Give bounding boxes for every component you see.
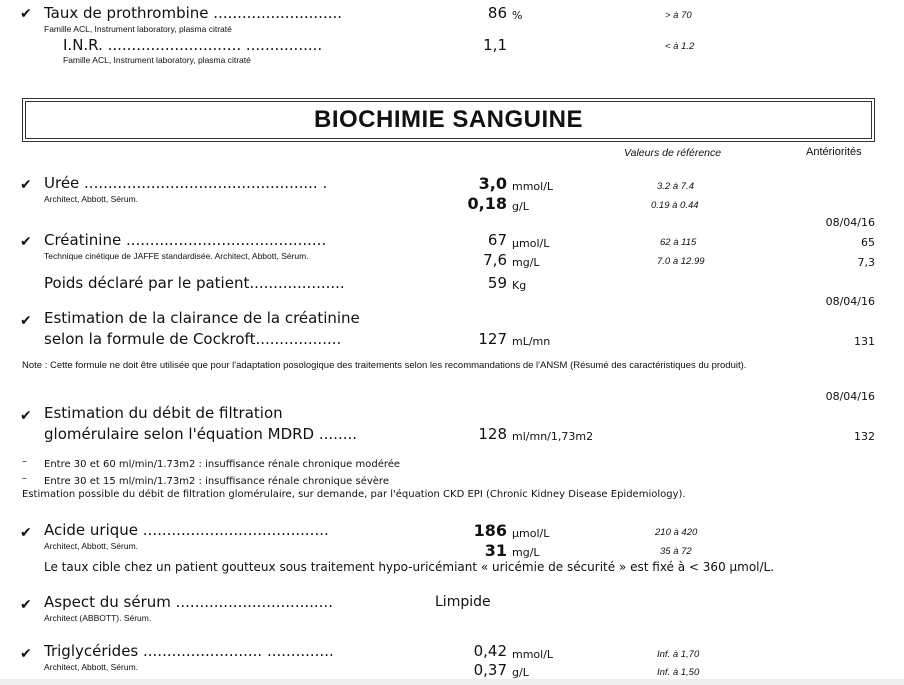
dash: – xyxy=(22,456,27,467)
clairance-ant: 131 xyxy=(854,335,875,348)
aspect-value: Limpide xyxy=(435,594,491,610)
creatinine-unit-umol: µmol/L xyxy=(512,237,550,250)
prothrombine-unit: % xyxy=(512,9,523,22)
check-mark: ✔ xyxy=(20,234,32,250)
poids-value: 59 xyxy=(487,274,507,292)
triglycerides-method: Architect, Abbott, Sérum. xyxy=(44,662,139,672)
mdrd-label-line2: glomérulaire selon l'équation MDRD ........ xyxy=(44,425,358,443)
inr-ref: < à 1.2 xyxy=(665,41,695,52)
clairance-label-line1: Estimation de la clairance de la créatinine xyxy=(44,309,360,327)
check-mark: ✔ xyxy=(20,177,32,193)
cockroft-note: Note : Cette formule ne doit être utilisée que pour l'adaptation posologique des traitements selon les recommandations de l'ANSM (Résumé des caractéristiques du produit). xyxy=(22,360,747,371)
triglycerides-unit-gl: g/L xyxy=(512,666,529,679)
prothrombine-ref: > à 70 xyxy=(665,10,692,21)
creatinine-value-mgl: 7,6 xyxy=(483,251,507,269)
uree-ref-mmol: 3.2 à 7.4 xyxy=(657,181,694,192)
section-title: BIOCHIMIE SANGUINE xyxy=(25,101,872,139)
check-mark: ✔ xyxy=(20,6,32,22)
clairance-unit: mL/mn xyxy=(512,335,551,348)
triglycerides-ref-mmol: Inf. à 1,70 xyxy=(657,649,700,660)
mdrd-value: 128 xyxy=(478,425,507,443)
acide-urique-unit-mgl: mg/L xyxy=(512,546,540,559)
check-mark: ✔ xyxy=(20,313,32,329)
check-mark: ✔ xyxy=(20,646,32,662)
uree-unit-mmol: mmol/L xyxy=(512,180,554,193)
creatinine-label: Créatinine .......................................... xyxy=(44,231,327,249)
prothrombine-method: Famille ACL, Instrument laboratory, plasma citraté xyxy=(44,24,232,34)
dash: – xyxy=(22,473,27,484)
creatinine-ref-umol: 62 à 115 xyxy=(660,237,697,248)
inr-value: 1,1 xyxy=(483,36,507,54)
uree-label: Urée ................................................. . xyxy=(44,174,328,192)
aspect-label: Aspect du sérum ................................. xyxy=(44,593,333,611)
acide-urique-unit-umol: µmol/L xyxy=(512,527,550,540)
uree-value-gl: 0,18 xyxy=(467,194,507,213)
acide-urique-comment: Le taux cible chez un patient goutteux sous traitement hypo-uricémiant « uricémie de sécurité » est fixé à < 360 µmol/L. xyxy=(44,560,775,574)
check-mark: ✔ xyxy=(20,408,32,424)
mdrd-note: Entre 30 et 60 ml/min/1.73m2 : insuffisance rénale chronique modérée xyxy=(44,459,401,470)
inr-label: I.N.R. ............................ ................ xyxy=(63,36,323,54)
anteriorite-date: 08/04/16 xyxy=(825,295,875,308)
inr-method: Famille ACL, Instrument laboratory, plasma citraté xyxy=(63,55,251,65)
creatinine-unit-mgl: mg/L xyxy=(512,256,540,269)
creatinine-ant-umol: 65 xyxy=(861,236,875,249)
creatinine-ref-mgl: 7.0 à 12.99 xyxy=(657,256,705,267)
mdrd-label-line1: Estimation du débit de filtration xyxy=(44,404,283,422)
acide-urique-label: Acide urique ....................................... xyxy=(44,521,329,539)
ckd-note: Estimation possible du débit de filtration glomérulaire, sur demande, par l'équation CKD EPI (Chronic Kidney Disease Epidemiology). xyxy=(22,489,686,500)
uree-method: Architect, Abbott, Sérum. xyxy=(44,194,139,204)
acide-urique-ref-mgl: 35 à 72 xyxy=(660,546,692,557)
poids-unit: Kg xyxy=(512,279,527,292)
anteriorites-header: Antériorités xyxy=(806,146,862,158)
prothrombine-value: 86 xyxy=(487,4,507,22)
anteriorite-date: 08/04/16 xyxy=(825,390,875,403)
triglycerides-value-gl: 0,37 xyxy=(473,661,507,679)
creatinine-ant-mgl: 7,3 xyxy=(857,256,875,269)
uree-ref-gl: 0.19 à 0.44 xyxy=(651,200,699,211)
acide-urique-ref-umol: 210 à 420 xyxy=(655,527,698,538)
aspect-method: Architect (ABBOTT). Sérum. xyxy=(44,613,152,623)
mdrd-unit: ml/mn/1,73m2 xyxy=(512,430,594,443)
clairance-label-line2: selon la formule de Cockroft.................. xyxy=(44,330,342,348)
triglycerides-label: Triglycérides ......................... .............. xyxy=(44,642,334,660)
check-mark: ✔ xyxy=(20,525,32,541)
creatinine-value-umol: 67 xyxy=(487,231,507,249)
uree-unit-gl: g/L xyxy=(512,200,529,213)
acide-urique-value-mgl: 31 xyxy=(484,541,507,560)
poids-label: Poids déclaré par le patient.................... xyxy=(44,274,345,292)
triglycerides-value-mmol: 0,42 xyxy=(473,642,507,660)
mdrd-note: Entre 30 et 15 ml/min/1.73m2 : insuffisance rénale chronique sévère xyxy=(44,476,389,487)
acide-urique-method: Architect, Abbott, Sérum. xyxy=(44,541,139,551)
clairance-value: 127 xyxy=(478,330,507,348)
triglycerides-ref-gl: Inf. à 1,50 xyxy=(657,667,700,678)
check-mark: ✔ xyxy=(20,597,32,613)
reference-header: Valeurs de référence xyxy=(624,147,722,159)
acide-urique-value-umol: 186 xyxy=(473,521,507,540)
creatinine-method: Technique cinétique de JAFFE standardisée. Architect, Abbott, Sérum. xyxy=(44,251,309,261)
prothrombine-label: Taux de prothrombine ........................... xyxy=(44,4,343,22)
bottom-bar xyxy=(0,679,904,685)
anteriorite-date: 08/04/16 xyxy=(825,216,875,229)
uree-value-mmol: 3,0 xyxy=(478,174,507,193)
mdrd-ant: 132 xyxy=(854,430,875,443)
triglycerides-unit-mmol: mmol/L xyxy=(512,648,554,661)
